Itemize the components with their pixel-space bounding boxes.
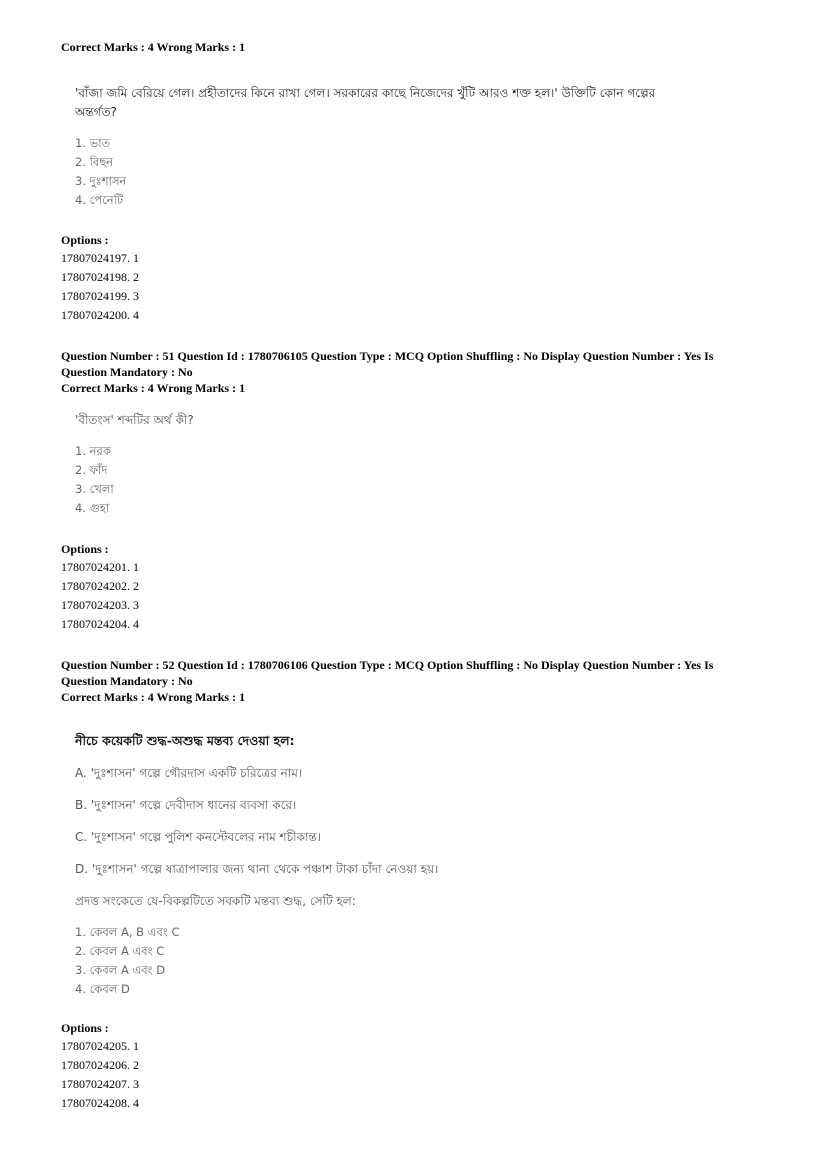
question-header-line: Question Number : 51 Question Id : 1780706105 Question Type : MCQ Option Shuffling : No Display Question Number : Yes Is — [61, 349, 714, 363]
question-text: 'বীতংস' শব্দটির অর্থ কী? — [75, 413, 194, 427]
choice-list — [75, 134, 126, 210]
choice-item: 1. কেবল A, B এবং C — [75, 925, 180, 939]
choice-item: 1. নরক — [75, 444, 111, 458]
options-label: Options : — [61, 233, 109, 247]
choice-item: 4. পেনেটি — [75, 193, 124, 207]
question-line: অন্তর্গত? — [75, 105, 117, 119]
choice-item: 3. দুঃশাসন — [75, 174, 127, 188]
marks-line: Correct Marks : 4 Wrong Marks : 1 — [61, 381, 246, 395]
option-item: 17807024208. 4 — [61, 1096, 139, 1110]
statement-item: B. 'দুঃশাসন' গল্পে দেবীদাস ধানের ব্যবসা করে। — [75, 798, 297, 812]
question-text — [75, 84, 775, 122]
options-label: Options : — [61, 542, 109, 556]
question-line: 'বাঁজা জমি বেরিয়ে গেল। প্রহীতাদের কিনে রাখা গেল। সরকারের কাছে নিজেদের খুঁটি আরও শক্ত হল।' উক্তিটি কোন গল্পের — [75, 86, 656, 100]
option-item: 17807024197. 1 — [61, 251, 139, 265]
option-item: 17807024207. 3 — [61, 1077, 139, 1091]
option-item: 17807024203. 3 — [61, 598, 139, 612]
question-header-line: Question Number : 52 Question Id : 1780706106 Question Type : MCQ Option Shuffling : No Display Question Number : Yes Is — [61, 658, 714, 672]
question-header-line: Question Mandatory : No — [61, 674, 193, 688]
option-item: 17807024206. 2 — [61, 1058, 139, 1072]
choice-item: 4. গুহা — [75, 501, 110, 515]
question-header-line: Question Mandatory : No — [61, 365, 193, 379]
options-list — [61, 249, 139, 325]
statement-item: C. 'দুঃশাসন' গল্পে পুলিশ কনস্টেবলের নাম শচীকান্ত। — [75, 830, 321, 844]
choice-item: 2. কেবল A এবং C — [75, 944, 165, 958]
choice-item: 3. কেবল A এবং D — [75, 963, 166, 977]
question-header — [61, 348, 713, 396]
choice-item: 4. কেবল D — [75, 982, 130, 996]
option-item: 17807024201. 1 — [61, 560, 139, 574]
option-item: 17807024200. 4 — [61, 308, 139, 322]
choice-item: 2. ফাঁদ — [75, 463, 108, 477]
choice-item: 3. খেলা — [75, 482, 114, 496]
choice-item: 2. বিছন — [75, 155, 114, 169]
options-list — [61, 1037, 139, 1113]
statement-item: D. 'দুঃশাসন' গল্পে ষাত্রাপালার জন্য থানা থেকে পঞ্চাশ টাকা চাঁদা নেওয়া হয়। — [75, 862, 439, 876]
marks-line: Correct Marks : 4 Wrong Marks : 1 — [61, 40, 246, 54]
option-item: 17807024198. 2 — [61, 270, 139, 284]
options-list — [61, 558, 139, 634]
choice-list — [75, 923, 179, 999]
question-header — [61, 657, 713, 705]
choice-item: 1. ভাত — [75, 136, 111, 150]
statement-item: A. 'দুঃশাসন' গল্পে গৌরদাস একটি চরিত্রের নাম। — [75, 766, 303, 780]
option-item: 17807024204. 4 — [61, 617, 139, 631]
option-item: 17807024199. 3 — [61, 289, 139, 303]
choice-list — [75, 442, 114, 518]
question-prompt: প্রদত্ত সংকেতে যে-বিকল্পটিতে সবকটি মন্তব্য শুদ্ধ, সেটি হল: — [75, 894, 356, 908]
question-intro: নীচে কয়েকটি শুদ্ধ-অশুদ্ধ মন্তব্য দেওয়া হল: — [75, 733, 295, 748]
marks-line: Correct Marks : 4 Wrong Marks : 1 — [61, 690, 246, 704]
option-item: 17807024205. 1 — [61, 1039, 139, 1053]
options-label: Options : — [61, 1021, 109, 1035]
option-item: 17807024202. 2 — [61, 579, 139, 593]
